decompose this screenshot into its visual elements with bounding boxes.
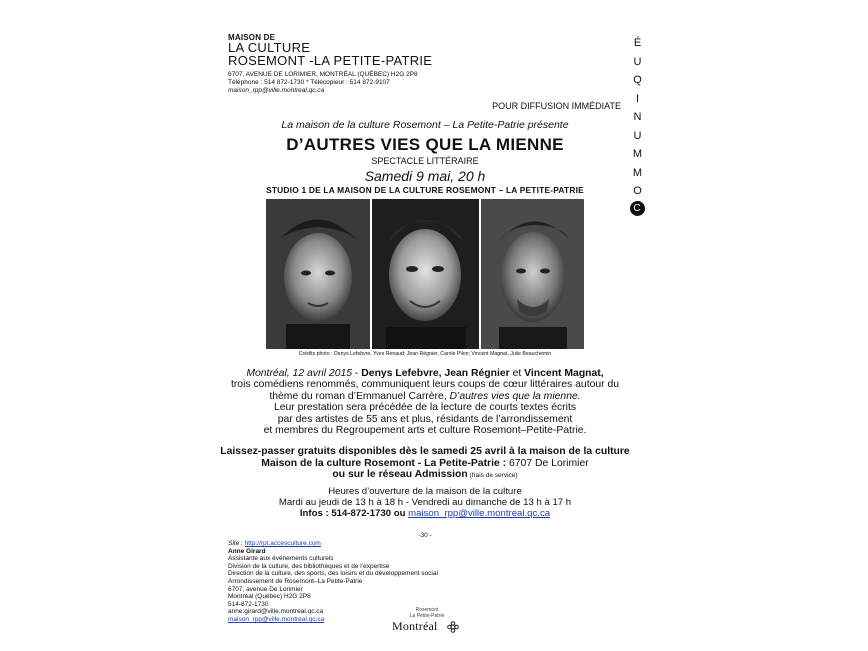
header-la-culture: LA CULTURE: [228, 40, 311, 55]
body-line-5: par des artistes de 55 ans et plus, résidants de l’arrondissement: [277, 413, 573, 425]
header-phone: Téléphone : 514 872-1730 * Télécopieur : 514 872-9107: [228, 79, 390, 86]
contact-line: anne.girard@ville.montreal.qc.ca: [228, 608, 324, 616]
header-email: maison_rpp@ville.montreal.qc.ca: [228, 87, 325, 94]
body-line-1: [220, 368, 630, 379]
infos-label: Infos : 514-872-1730 ou: [299, 508, 409, 520]
header-rosemont: ROSEMONT -LA PETITE-PATRIE: [228, 53, 433, 68]
banner-letter: N: [633, 111, 643, 123]
logo-petite-patrie: La Petite-Patrie: [409, 613, 445, 619]
header-maison-de: MAISON DE: [228, 33, 276, 42]
dateline: Montréal, 12 avril 2015: [246, 368, 353, 379]
banner-letter-circle: C: [630, 201, 645, 216]
contact-line: 6707, avenue De Lorimier: [228, 585, 303, 593]
event-venue: STUDIO 1 DE LA MAISON DE LA CULTURE ROSEMONT – LA PETITE-PATRIE: [266, 185, 584, 195]
event-subtitle: SPECTACLE LITTÉRAIRE: [371, 156, 479, 166]
header-address: 6707, AVENUE DE LORIMIER, MONTRÉAL (QUÉBEC) H2G 2P8: [228, 71, 418, 78]
contact-email-link[interactable]: maison_rpp@ville.montreal.qc.ca: [228, 615, 325, 623]
contact-name: Anne Girard: [228, 547, 266, 555]
infos-email-link[interactable]: maison_rpp@ville.montreal.qc.ca: [408, 508, 551, 520]
performer-names: Denys Lefebvre, Jean Régnier: [361, 368, 510, 379]
photo-vincent-magnat: [481, 199, 584, 349]
event-title: D’AUTRES VIES QUE LA MIENNE: [286, 135, 564, 154]
communique-banner: [630, 34, 646, 216]
tickets-line-1: Laissez-passer gratuits disponibles dès le samedi 25 avril à la maison de la culture: [220, 446, 630, 457]
banner-letter: M: [632, 166, 644, 179]
banner-letter: Q: [633, 74, 643, 86]
banner-letter: O: [633, 185, 643, 197]
banner-letter: É: [633, 37, 643, 49]
hours-line: Mardi au jeudi de 13 h à 18 h - Vendredi au dimanche de 13 h à 17 h: [278, 497, 572, 509]
banner-letter: U: [633, 55, 643, 68]
novel-title: D’autres vies que la mienne.: [449, 390, 581, 402]
montreal-logo: [392, 607, 462, 633]
tickets-fees: (frais de service): [467, 472, 518, 480]
rosette-icon: [447, 620, 459, 638]
contact-line: 514-872-1730: [228, 600, 269, 608]
tickets-address: 6707 De Lorimier: [506, 457, 589, 469]
infos-line: [220, 508, 630, 519]
event-date: Samedi 9 mai, 20 h: [364, 168, 486, 184]
banner-letter: M: [632, 148, 644, 160]
site-label: Site :: [228, 540, 243, 547]
hours-title: Heures d’ouverture de la maison de la culture: [328, 486, 522, 497]
body-line-4: Leur prestation sera précédée de la lecture de courts textes écrits: [273, 402, 577, 414]
tickets-admission: ou sur le réseau Admission: [332, 469, 468, 481]
banner-letter: I: [635, 92, 641, 105]
tickets-block: [220, 446, 630, 482]
body-text: [220, 368, 630, 436]
body-line-6: et membres du Regroupement arts et culture Rosemont–Petite-Patrie.: [263, 425, 587, 437]
tickets-line-3: [220, 469, 630, 482]
contact-line: Division de la culture, des bibliothèques et de l’expertise: [228, 562, 390, 570]
contact-line: Arrondissement de Rosemont–La Petite-Patrie: [228, 577, 363, 585]
logo-rosemont: Rosemont: [415, 607, 439, 613]
tickets-venue: Maison de la culture Rosemont - La Petite-Patrie :: [261, 457, 507, 469]
tickets-line-2: [220, 458, 630, 470]
logo-wordmark: Montréal: [392, 619, 438, 633]
contact-line: Direction de la culture, des sports, des loisirs et du développement social: [228, 570, 438, 578]
performer-last: Vincent Magnat,: [524, 368, 604, 379]
site-link[interactable]: http://rpt.accesculture.com: [244, 540, 321, 547]
hours-block: [220, 486, 630, 520]
photo-jean-regnier: [372, 199, 479, 349]
contact-line: Montréal (Québec) H2G 2P8: [228, 593, 311, 601]
body-line-2: trois comédiens renommés, communiquent leurs coups de cœur littéraires autour du: [230, 379, 620, 391]
contact-line: Assistante aux événements culturels: [228, 555, 334, 563]
body-line-3: [220, 391, 630, 402]
presente-line: La maison de la culture Rosemont – La Petite-Patrie présente: [281, 119, 569, 131]
photo-denys-lefebvre: [266, 199, 370, 349]
and-word: et: [509, 368, 525, 379]
diffusion-label: POUR DIFFUSION IMMÉDIATE: [492, 101, 621, 111]
banner-letter: U: [633, 129, 643, 142]
dash: -: [352, 368, 362, 379]
site-line: [228, 540, 438, 548]
page-number: -30 -: [418, 532, 432, 539]
theme-text: thème du roman d’Emmanuel Carrère,: [269, 390, 450, 402]
photo-credits: Crédits photo : Denys Lefebvre, Yves Renaud; Jean Régnier, Carole Pilon; Vincent Magnat, Julie Beauchemin: [298, 351, 552, 357]
